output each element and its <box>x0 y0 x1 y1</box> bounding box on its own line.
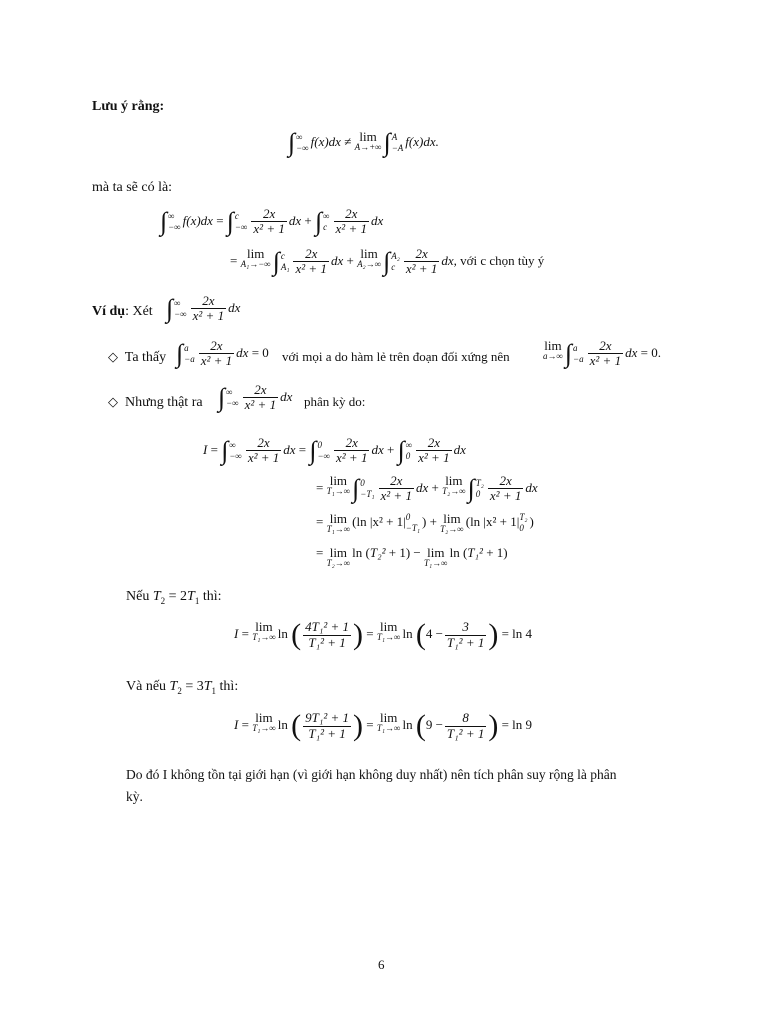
case1-pre: Nếu <box>126 589 150 604</box>
example-verb: : Xét <box>125 304 153 319</box>
conclusion-line-1: Do đó I không tồn tại giới hạn (vì giới hạn không duy nhất) nên tích phân suy rộng là phân <box>126 767 617 782</box>
equation-derivation-2: = lim T₁→∞ ∫ 0 −T₁ $\frac{2x}{\text{x² + 1}}$ dx + lim T₂→∞ ∫ T₂ 0 $\frac{2x}{\text{x² + 1}}$ dx <box>316 473 538 504</box>
diamond-bullet-icon: ◇ <box>108 349 118 364</box>
page-number: 6 <box>378 957 385 972</box>
bullet1-pre: Ta thấy <box>124 350 167 365</box>
bullet1-mid: với mọi a do hàm lẻ trên đoạn đối xứng nên <box>282 349 510 364</box>
equation-derivation-1: I = ∫ ∞ −∞ $\frac{2x}{\text{x² + 1}}$ dx = ∫ 0 −∞ $\frac{2x}{\text{x² + 1}}$ dx + ∫ ∞ 0 $\frac{2x}{\text{x² + 1}}$ dx <box>203 435 466 466</box>
equation-split-limits: = lim A₁→−∞ ∫ c A₁ $\frac{2x}{\text{x² + 1}}$ dx + lim A₂→∞ ∫ A₂ c $\frac{2x}{\text{x² + 1}}$ dx, với c chọn tùy ý <box>230 246 545 277</box>
equation-case2: I = lim T₁→∞ ln ( $\frac{\text{9T₁² + 1}}{\text{T₁² + 1}}$ ) = lim T₁→∞ ln (9 − $\frac{8}{\text{T₁² + 1}}$ ) = ln 9 <box>234 709 533 742</box>
bullet2-pre: Nhưng thật ra <box>125 395 203 410</box>
case1-line: Nếu $T_2 = 2T_1$ thì: <box>126 589 222 606</box>
equation-derivation-3: = lim T₁→∞ (ln |x² + 1| 0 −T₁ ) + lim T₂→∞ (ln |x² + 1| T₂ 0 ) <box>316 511 534 534</box>
intro-text: mà ta sẽ có là: <box>92 180 173 195</box>
equation-derivation-4: = lim T₂→∞ ln (T₂² + 1) − lim T₁→∞ ln (T₁² + 1) <box>316 545 508 568</box>
equation-odd-limit: lim a→∞ ∫ a −a $\frac{2x}{\text{x² + 1}}$ dx = 0. <box>543 338 661 369</box>
bullet-1 <box>108 350 166 365</box>
equation-odd-function: ∫ a −a $\frac{2x}{\text{x² + 1}}$ dx = 0 <box>176 338 269 369</box>
diamond-bullet-icon: ◇ <box>108 394 118 409</box>
equation-example: ∫ ∞ −∞ $\frac{2x}{\text{x² + 1}}$ dx <box>166 293 241 324</box>
equation-case1: I = lim T₁→∞ ln ( $\frac{\text{4T₁² + 1}}{\text{T₁² + 1}}$ ) = lim T₁→∞ ln (4 − $\frac{3}{\text{T₁² + 1}}$ ) = ln 4 <box>234 618 533 651</box>
conclusion-line-2: kỳ. <box>126 789 143 804</box>
case2-pre: Và nếu <box>126 679 167 694</box>
note-heading: Lưu ý rằng: <box>92 99 165 114</box>
equation-improper-vs-principal: ∫ ∞ −∞ f(x)dx ≠ lim A→+∞ ∫ A −A f(x)dx. <box>288 128 439 157</box>
bullet-2 <box>108 395 203 410</box>
example-label: Ví dụ <box>92 304 126 319</box>
case2-line: Và nếu $T_2 = 3T_1$ thì: <box>126 679 239 696</box>
equation-split-integral: ∫ ∞ −∞ f(x)dx = ∫ c −∞ $\frac{2x}{\text{x² + 1}}$ dx + ∫ ∞ c $\frac{2x}{\text{x² + 1}}$ dx <box>160 206 384 237</box>
case2-post: thì: <box>219 679 239 694</box>
choose-text: với c chọn tùy ý <box>460 252 545 268</box>
case1-post: thì: <box>202 589 222 604</box>
bullet2-post: phân kỳ do: <box>304 394 366 409</box>
example-line <box>92 305 153 319</box>
equation-divergent: ∫ ∞ −∞ $\frac{2x}{\text{x² + 1}}$ dx <box>218 382 293 413</box>
